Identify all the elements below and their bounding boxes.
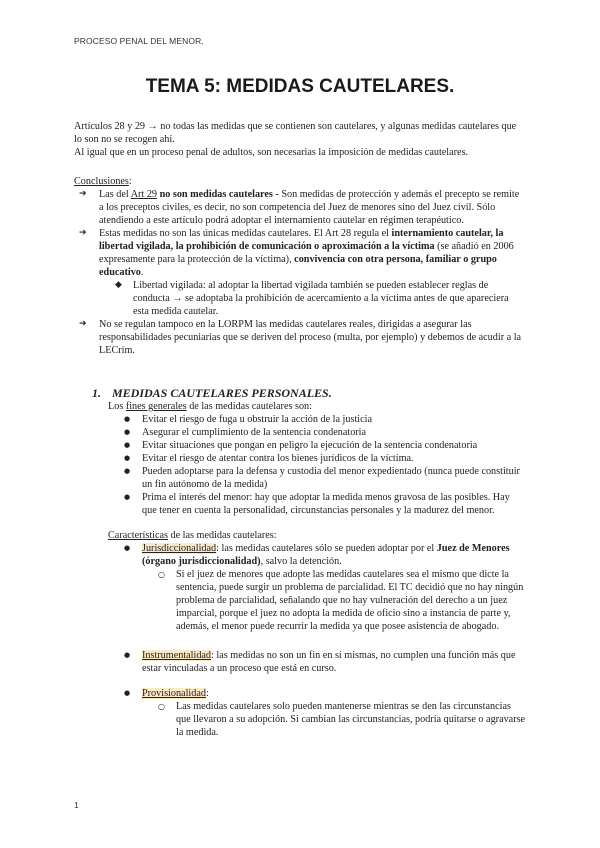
list-item: ● Instrumentalidad: las medidas no son un fin en sí mismas, no cumplen una función más que estar vinculadas a un proceso que está en curso. [124, 649, 526, 675]
list-item: ◆ Libertad vigilada: al adoptar la libertad vigilada también se pueden establecer reglas de conducta → se adoptaba la prohibición de acercamiento a la víctima antes de que apareciera esta medida cautelar. [115, 279, 526, 318]
page-title: TEMA 5: MEDIDAS CAUTELARES. [145, 76, 455, 97]
list-item: ● Evitar situaciones que pongan en peligro la ejecución de la sentencia condenatoria [124, 439, 526, 452]
list-item: ➔ Estas medidas no son las únicas medidas cautelares. El Art 28 regula el internamiento cautelar, la libertad vigilada, la prohibición de comunicación o aproximación a la víctima (se añadió en 2006 expresamente para la protección de la víctima), convivencia con otra persona, familiar o grupo educativo. ◆ Libertad vigilada: al adoptar la libertad vigilada también se pueden establecer reglas de conducta → se adoptaba la prohibición de acercamiento a la víctima antes de que apareciera esta medida cautelar. [79, 227, 526, 318]
list-item: ● Pueden adoptarse para la defensa y custodia del menor expedientado (nunca puede constituir un fin autónomo de la medida) [124, 465, 526, 491]
running-header: PROCESO PENAL DEL MENOR. [74, 36, 204, 46]
conclusiones-label: Conclusiones: [74, 176, 132, 187]
section-heading: 1. MEDIDAS CAUTELARES PERSONALES. [92, 386, 332, 400]
document-body [74, 120, 526, 739]
highlight-jurisdiccionalidad: Jurisdiccionalidad [142, 543, 217, 554]
list-item: ● Asegurar el cumplimiento de la sentencia condenatoria [124, 426, 526, 439]
list-item: ● Provisionalidad: ○ Las medidas cautelares solo pueden mantenerse mientras se den las circunstancias que llevaron a su adopción. Si cambian las circunstancias, podría quitarse o agravarse la medida. [124, 687, 526, 739]
list-item: ● Evitar el riesgo de atentar contra los bienes jurídicos de la víctima. [124, 452, 526, 465]
highlight-provisionalidad: Provisionalidad [142, 688, 206, 699]
list-item: ○ Las medidas cautelares solo pueden mantenerse mientras se den las circunstancias que llevaron a su adopción. Si cambian las circunstancias, podría quitarse o agravarse la medida. [158, 700, 526, 739]
list-item: ● Evitar el riesgo de fuga u obstruir la acción de la justicia [124, 413, 526, 426]
list-item: ➔ No se regulan tampoco en la LORPM las medidas cautelares reales, dirigidas a asegurar las responsabilidades pecuniarias que se deriven del proceso (multa, por ejemplo) y debemos de acudir a la LECrim. [79, 318, 526, 357]
fines-intro: Los fines generales de las medidas cautelares son: [108, 401, 312, 412]
caracteristicas-intro: Características de las medidas cautelares: [108, 530, 277, 541]
list-item: ○ Si el juez de menores que adopte las medidas cautelares sea el mismo que dicte la sentencia, puede surgir un problema de parcialidad. El TC decidió que no hay ningún problema de parcialidad, señalando que no hay vulneración del derecho a un juez imparcial, porque el juez no adopta la medida de oficio sino a instancia de parte y, además, el menor puede recurrir la medida ya que posee asistencia de abogado. [158, 568, 526, 633]
article-link[interactable]: Art 29 [130, 189, 158, 200]
list-item: ➔ Las del Art 29 no son medidas cautelares - Son medidas de protección y además el precepto se remite a los preceptos civiles, es decir, no son competencia del Juez de menores sino del Juez civil. Sólo atendiendo a este artículo podrá adoptar el internamiento cautelar en régimen terapéutico. [79, 188, 526, 227]
list-item: ● Prima el interés del menor: hay que adoptar la medida menos gravosa de las posibles. Hay que tener en cuenta la personalidad, circunstancias personales y la madurez del menor. [124, 491, 526, 517]
highlight-instrumentalidad: Instrumentalidad [142, 650, 212, 661]
caracteristicas-list [74, 542, 526, 739]
fines-list [74, 413, 526, 517]
conclusiones-list [74, 188, 526, 357]
page-number: 1 [74, 800, 79, 810]
intro-paragraph-2: Al igual que en un proceso penal de adultos, son necesarias la imposición de medidas cautelares. [74, 147, 469, 158]
intro-paragraph-1: Artículos 28 y 29 → no todas las medidas que se contienen son cautelares, y algunas medidas cautelares que lo son no se recogen ahí. [74, 121, 517, 145]
list-item: ● Jurisdiccionalidad: las medidas cautelares sólo se pueden adoptar por el Juez de Menores (órgano jurisdiccionalidad), salvo la detención. ○ Si el juez de menores que adopte las medidas cautelares sea el mismo que dicte la sentencia, puede surgir un problema de parcialidad. El TC decidió que no hay ningún problema de parcialidad, señalando que no hay vulneración del derecho a un juez imparcial, porque el juez no adopta la medida de oficio sino a instancia de parte y, además, el menor puede recurrir la medida ya que posee asistencia de abogado. [124, 542, 526, 633]
